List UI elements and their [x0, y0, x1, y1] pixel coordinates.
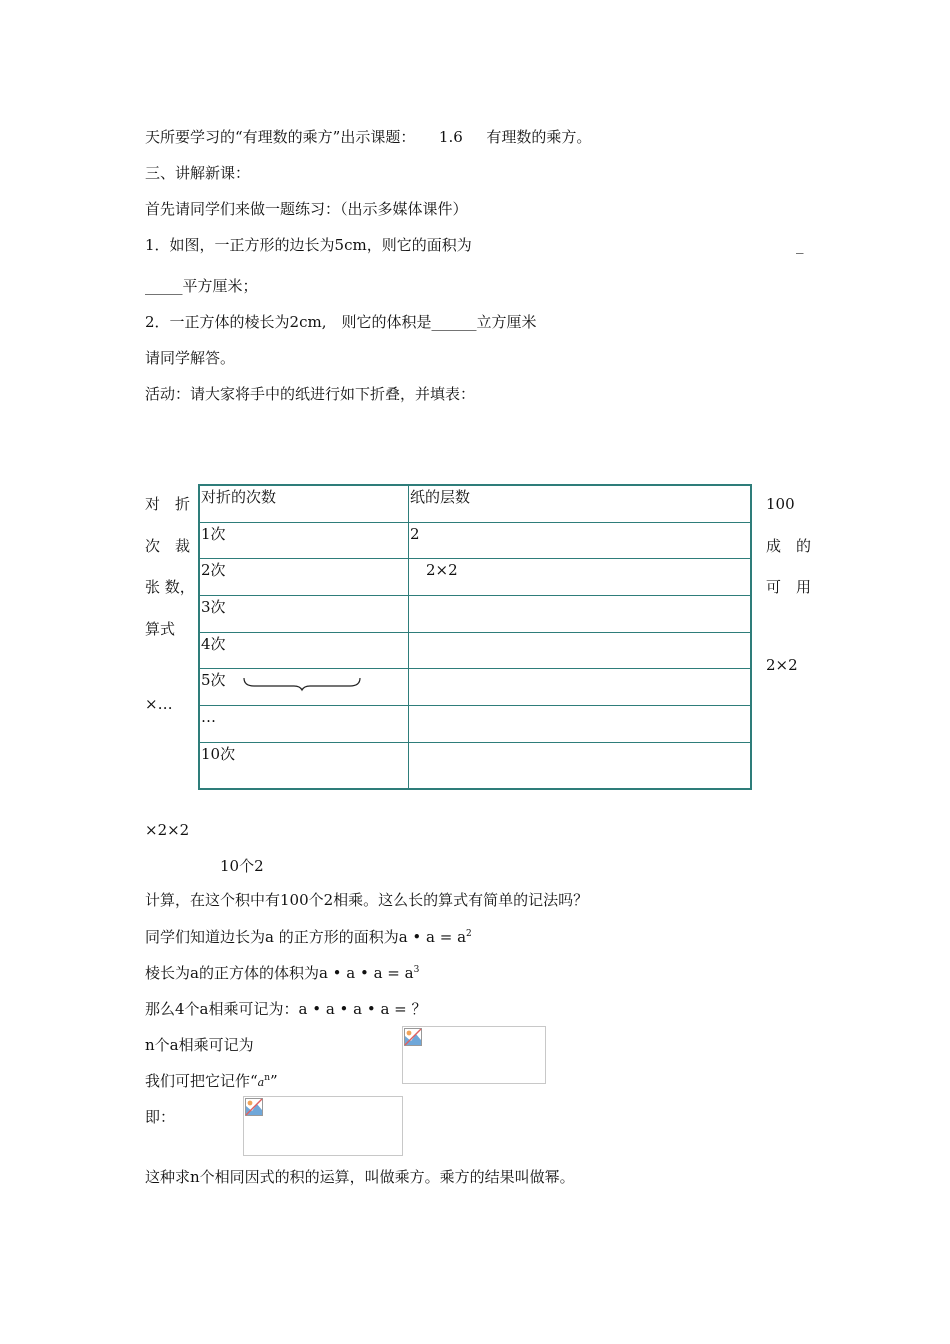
table-row-line — [200, 705, 750, 706]
table-row-line — [200, 668, 750, 669]
power-base: a — [257, 1076, 265, 1089]
right-fragment-4: 2×2 — [766, 656, 798, 674]
right-fragment-3: 可 用 — [766, 578, 812, 596]
topic-section-number: 1.6 — [438, 128, 463, 146]
table-cell-folds: 1次 — [201, 525, 226, 543]
power-exponent: n — [264, 1073, 271, 1083]
text-line-cube-volume — [145, 963, 419, 983]
underbrace-caption: 10个2 — [220, 857, 264, 875]
right-fragment-1: 100 — [766, 495, 795, 513]
topic-prefix: 天所要学习的“有理数的乘方”出示课题： — [145, 128, 416, 146]
text-line-100-twos: 计算，在这个积中有100个2相乘。这么长的算式有简单的记法吗？ — [145, 891, 589, 909]
table-cell-layers: 2 — [410, 525, 420, 543]
table-cell-folds: 10次 — [201, 745, 236, 763]
text-line-namely: 即： — [145, 1108, 176, 1126]
text-line-exercise-intro: 首先请同学们来做一题练习：（出示多媒体课件） — [145, 200, 468, 218]
table-header-folds: 对折的次数 — [201, 488, 277, 506]
text-line-four-a: 那么4个a相乘可记为：a • a • a • a = ？ — [145, 1000, 427, 1018]
underbrace-icon — [242, 676, 362, 692]
table-row-line — [200, 742, 750, 743]
topic-title: 有理数的乘方。 — [486, 128, 592, 146]
table-row-line — [200, 595, 750, 596]
cube-exponent: 3 — [413, 965, 420, 975]
folding-table — [198, 484, 752, 790]
table-header-layers: 纸的层数 — [410, 488, 471, 506]
table-row-line — [200, 522, 750, 523]
section-heading: 三、讲解新课： — [145, 164, 251, 182]
square-area-text: 同学们知道边长为a 的正方形的面积为a • a = a — [145, 928, 467, 946]
left-fragment-5: ×… — [145, 695, 173, 713]
text-line-topic — [145, 127, 591, 147]
question-1-continued: _____平方厘米； — [145, 277, 258, 295]
text-line-n-a: n个a相乘可记为 — [145, 1036, 254, 1054]
text-line-square-area — [145, 927, 472, 947]
left-fragment-3: 张 数， — [145, 578, 195, 596]
table-cell-folds: 2次 — [201, 561, 226, 579]
question-2: 2．一正方体的棱长为2cm, 则它的体积是______立方厘米 — [145, 313, 537, 331]
left-fragment-4: 算式 — [145, 620, 176, 638]
table-row-line — [200, 632, 750, 633]
square-exponent: 2 — [466, 929, 472, 939]
table-cell-layers: 2×2 — [426, 561, 458, 579]
left-fragment-1: 对 折 — [145, 495, 191, 513]
table-cell-folds: 5次 — [201, 671, 226, 689]
notation-prefix: 我们可把它记作“ — [145, 1072, 258, 1090]
table-cell-folds: … — [201, 708, 216, 726]
definition-line: 这种求n个相同因式的积的运算，叫做乘方。乘方的结果叫做幂。 — [145, 1168, 575, 1186]
broken-image-icon — [245, 1098, 263, 1116]
right-fragment-2: 成 的 — [766, 537, 812, 555]
cube-volume-text: 棱长为a的正方体的体积为a • a • a = a — [145, 964, 414, 982]
broken-image-formula-2 — [243, 1096, 403, 1156]
expression-continuation: ×2×2 — [145, 821, 190, 839]
broken-image-icon — [404, 1028, 422, 1046]
question-1: 1．如图，一正方形的边长为5cm，则它的面积为 — [145, 236, 472, 254]
text-line-please-answer: 请同学解答。 — [145, 349, 236, 367]
notation-suffix: ” — [270, 1072, 278, 1090]
broken-image-formula-1 — [402, 1026, 546, 1084]
table-row-line — [200, 558, 750, 559]
question-1-blank-tail: _ — [796, 236, 804, 254]
left-fragment-2: 次 裁 — [145, 537, 191, 555]
text-line-notation — [145, 1071, 278, 1093]
activity-instruction: 活动：请大家将手中的纸进行如下折叠，并填表： — [145, 385, 476, 403]
table-cell-folds: 3次 — [201, 598, 226, 616]
table-cell-folds: 4次 — [201, 635, 226, 653]
